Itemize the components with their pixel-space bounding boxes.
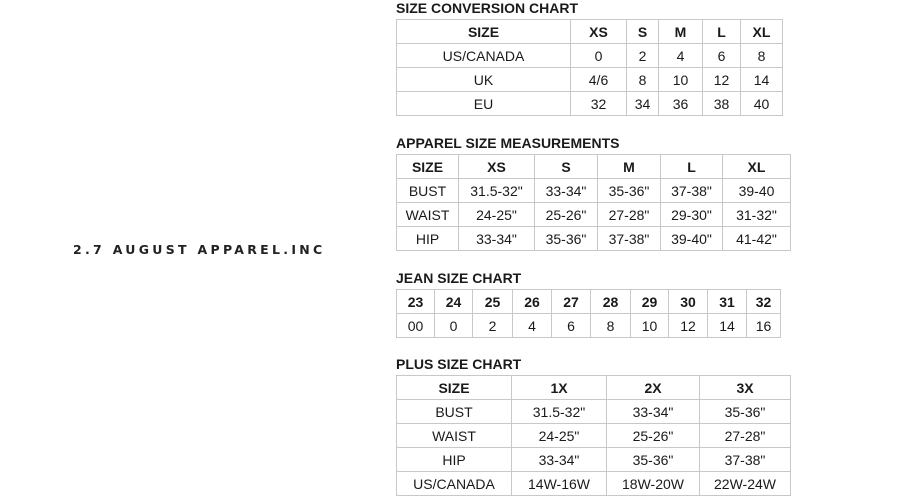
table-cell: 29-30" bbox=[661, 203, 723, 227]
table-row bbox=[397, 400, 791, 424]
apparel-measurements-title: APPAREL SIZE MEASUREMENTS bbox=[396, 135, 620, 151]
table-header-cell: 31 bbox=[708, 290, 747, 314]
table-header-cell: 2X bbox=[607, 376, 700, 400]
table-header-cell: 3X bbox=[700, 376, 791, 400]
table-cell: WAIST bbox=[397, 203, 459, 227]
table-header-cell: 24 bbox=[435, 290, 473, 314]
table-cell: 12 bbox=[703, 68, 741, 92]
size-conversion-title: SIZE CONVERSION CHART bbox=[396, 0, 579, 16]
table-cell: 2 bbox=[627, 44, 659, 68]
table-header-cell: 28 bbox=[591, 290, 631, 314]
table-cell: 25-26" bbox=[535, 203, 598, 227]
table-cell: 41-42" bbox=[723, 227, 791, 251]
table-cell: US/CANADA bbox=[397, 44, 571, 68]
jean-size-title: JEAN SIZE CHART bbox=[396, 270, 522, 286]
table-cell: 31.5-32" bbox=[459, 179, 535, 203]
table-header-cell: XS bbox=[571, 20, 627, 44]
table-header-row bbox=[397, 376, 791, 400]
table-cell: EU bbox=[397, 92, 571, 116]
table-cell: 25-26" bbox=[607, 424, 700, 448]
table-row bbox=[397, 44, 783, 68]
table-header-cell: 32 bbox=[747, 290, 781, 314]
table-header-row bbox=[397, 20, 783, 44]
table-cell: 34 bbox=[627, 92, 659, 116]
table-cell: HIP bbox=[397, 227, 459, 251]
table-cell: 6 bbox=[703, 44, 741, 68]
jean-size-section bbox=[396, 270, 781, 338]
table-cell: 27-28" bbox=[700, 424, 791, 448]
table-cell: 33-34" bbox=[512, 448, 607, 472]
table-cell: 40 bbox=[741, 92, 783, 116]
table-cell: 00 bbox=[397, 314, 435, 338]
table-header-cell: XL bbox=[723, 155, 791, 179]
table-header-cell: XL bbox=[741, 20, 783, 44]
plus-size-section bbox=[396, 356, 791, 496]
table-cell: 32 bbox=[571, 92, 627, 116]
table-cell: 35-36" bbox=[598, 179, 661, 203]
table-cell: 31.5-32" bbox=[512, 400, 607, 424]
table-row bbox=[397, 448, 791, 472]
table-cell: 12 bbox=[669, 314, 708, 338]
table-cell: 35-36" bbox=[607, 448, 700, 472]
table-header-cell: 30 bbox=[669, 290, 708, 314]
table-cell: 33-34" bbox=[535, 179, 598, 203]
table-cell: 18W-20W bbox=[607, 472, 700, 496]
table-cell: 35-36" bbox=[535, 227, 598, 251]
table-header-cell: 1X bbox=[512, 376, 607, 400]
table-header-cell: 26 bbox=[513, 290, 552, 314]
table-cell: 37-38" bbox=[661, 179, 723, 203]
table-header-cell: L bbox=[661, 155, 723, 179]
table-header-cell: SIZE bbox=[397, 376, 512, 400]
table-header-cell: XS bbox=[459, 155, 535, 179]
table-cell: 36 bbox=[659, 92, 703, 116]
table-cell: 4 bbox=[513, 314, 552, 338]
table-cell: 39-40 bbox=[723, 179, 791, 203]
table-cell: 24-25" bbox=[512, 424, 607, 448]
table-header-cell: S bbox=[535, 155, 598, 179]
table-cell: 39-40" bbox=[661, 227, 723, 251]
table-header-cell: M bbox=[659, 20, 703, 44]
table-cell: BUST bbox=[397, 179, 459, 203]
table-cell: 8 bbox=[591, 314, 631, 338]
table-row bbox=[397, 472, 791, 496]
table-header-cell: M bbox=[598, 155, 661, 179]
table-row bbox=[397, 179, 791, 203]
brand-name: 2.7 AUGUST APPAREL.INC bbox=[73, 242, 326, 257]
table-cell: 8 bbox=[627, 68, 659, 92]
table-cell: 31-32" bbox=[723, 203, 791, 227]
table-row bbox=[397, 314, 781, 338]
table-cell: 14 bbox=[741, 68, 783, 92]
table-header-cell: 27 bbox=[552, 290, 591, 314]
table-row bbox=[397, 92, 783, 116]
table-cell: 10 bbox=[659, 68, 703, 92]
plus-size-table bbox=[396, 375, 791, 496]
table-cell: 4/6 bbox=[571, 68, 627, 92]
table-row bbox=[397, 424, 791, 448]
table-cell: 37-38" bbox=[598, 227, 661, 251]
table-header-cell: L bbox=[703, 20, 741, 44]
apparel-measurements-table bbox=[396, 154, 791, 251]
table-cell: 14 bbox=[708, 314, 747, 338]
table-cell: 2 bbox=[473, 314, 513, 338]
table-cell: WAIST bbox=[397, 424, 512, 448]
table-cell: US/CANADA bbox=[397, 472, 512, 496]
table-header-cell: 25 bbox=[473, 290, 513, 314]
table-cell: 24-25" bbox=[459, 203, 535, 227]
table-row bbox=[397, 68, 783, 92]
jean-size-table bbox=[396, 289, 781, 338]
table-header-cell: SIZE bbox=[397, 155, 459, 179]
table-cell: 35-36" bbox=[700, 400, 791, 424]
table-cell: HIP bbox=[397, 448, 512, 472]
table-header-row bbox=[397, 155, 791, 179]
table-cell: 8 bbox=[741, 44, 783, 68]
apparel-measurements-section bbox=[396, 135, 791, 251]
plus-size-title: PLUS SIZE CHART bbox=[396, 356, 522, 372]
table-cell: 0 bbox=[435, 314, 473, 338]
table-header-cell: SIZE bbox=[397, 20, 571, 44]
table-cell: 14W-16W bbox=[512, 472, 607, 496]
table-cell: UK bbox=[397, 68, 571, 92]
table-cell: 22W-24W bbox=[700, 472, 791, 496]
table-header-cell: S bbox=[627, 20, 659, 44]
table-cell: 4 bbox=[659, 44, 703, 68]
table-header-cell: 29 bbox=[631, 290, 669, 314]
table-cell: 6 bbox=[552, 314, 591, 338]
table-cell: 38 bbox=[703, 92, 741, 116]
table-header-cell: 23 bbox=[397, 290, 435, 314]
table-cell: 16 bbox=[747, 314, 781, 338]
table-cell: 37-38" bbox=[700, 448, 791, 472]
table-row bbox=[397, 227, 791, 251]
table-cell: 27-28" bbox=[598, 203, 661, 227]
table-row bbox=[397, 203, 791, 227]
table-cell: 33-34" bbox=[607, 400, 700, 424]
table-cell: 0 bbox=[571, 44, 627, 68]
size-conversion-table bbox=[396, 19, 783, 116]
table-cell: BUST bbox=[397, 400, 512, 424]
table-header-row bbox=[397, 290, 781, 314]
size-conversion-section bbox=[396, 0, 783, 116]
table-cell: 10 bbox=[631, 314, 669, 338]
table-cell: 33-34" bbox=[459, 227, 535, 251]
